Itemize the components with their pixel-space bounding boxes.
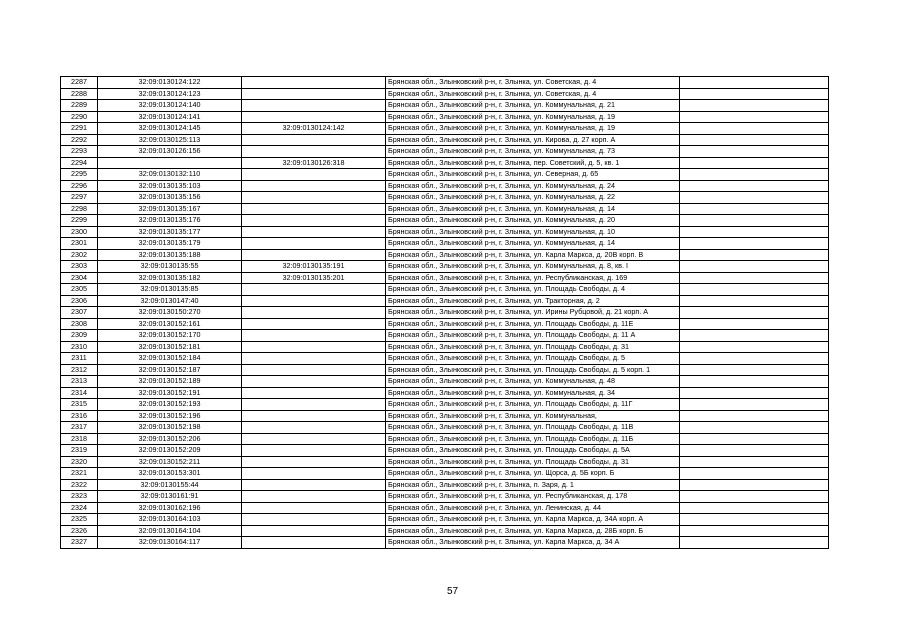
address-cell: Брянская обл., Злынковский р-н, г. Злынка, ул. Площадь Свободы, д. 4 — [386, 284, 680, 296]
empty-cell — [680, 514, 829, 526]
empty-cell — [680, 341, 829, 353]
table-row — [61, 226, 829, 238]
previous-cadastral-number-cell — [242, 445, 386, 457]
address-cell: Брянская обл., Злынковский р-н, г. Злынка, ул. Ирины Рубцовой, д. 21 корп. А — [386, 307, 680, 319]
previous-cadastral-number-cell — [242, 502, 386, 514]
table-row — [61, 134, 829, 146]
table-row — [61, 238, 829, 250]
cadastral-number-cell: 32:09:0130164:103 — [98, 514, 242, 526]
table-row — [61, 318, 829, 330]
row-number-cell: 2323 — [61, 491, 98, 503]
cadastral-number-cell: 32:09:0130152:206 — [98, 433, 242, 445]
row-number-cell: 2293 — [61, 146, 98, 158]
address-cell: Брянская обл., Злынковский р-н, г. Злынка, ул. Коммунальная, д. 19 — [386, 111, 680, 123]
row-number-cell: 2296 — [61, 180, 98, 192]
address-cell: Брянская обл., Злынковский р-н, г. Злынка, ул. Площадь Свободы, д. 11В — [386, 422, 680, 434]
empty-cell — [680, 364, 829, 376]
cadastral-number-cell: 32:09:0130135:103 — [98, 180, 242, 192]
address-cell: Брянская обл., Злынковский р-н, г. Злынка, пер. Советский, д. 5, кв. 1 — [386, 157, 680, 169]
row-number-cell: 2289 — [61, 100, 98, 112]
row-number-cell: 2304 — [61, 272, 98, 284]
table-row — [61, 387, 829, 399]
address-cell: Брянская обл., Злынковский р-н, г. Злынка, ул. Карла Маркса, д. 20В корп. В — [386, 249, 680, 261]
table-row — [61, 284, 829, 296]
previous-cadastral-number-cell — [242, 491, 386, 503]
table-row — [61, 77, 829, 89]
table-row — [61, 180, 829, 192]
empty-cell — [680, 318, 829, 330]
table-row — [61, 364, 829, 376]
cadastral-number-cell: 32:09:0130135:179 — [98, 238, 242, 250]
empty-cell — [680, 445, 829, 457]
empty-cell — [680, 353, 829, 365]
empty-cell — [680, 238, 829, 250]
empty-cell — [680, 376, 829, 388]
empty-cell — [680, 77, 829, 89]
row-number-cell: 2312 — [61, 364, 98, 376]
previous-cadastral-number-cell — [242, 364, 386, 376]
row-number-cell: 2310 — [61, 341, 98, 353]
row-number-cell: 2307 — [61, 307, 98, 319]
table-row — [61, 146, 829, 158]
address-cell: Брянская обл., Злынковский р-н, г. Злынка, ул. Кирова, д. 27 корп. А — [386, 134, 680, 146]
previous-cadastral-number-cell — [242, 422, 386, 434]
cadastral-number-cell: 32:09:0130135:55 — [98, 261, 242, 273]
empty-cell — [680, 180, 829, 192]
empty-cell — [680, 249, 829, 261]
cadastral-number-cell: 32:09:0130124:140 — [98, 100, 242, 112]
address-cell: Брянская обл., Злынковский р-н, г. Злынка, ул. Коммунальная, д. 19 — [386, 123, 680, 135]
previous-cadastral-number-cell — [242, 410, 386, 422]
empty-cell — [680, 433, 829, 445]
empty-cell — [680, 422, 829, 434]
table-row — [61, 261, 829, 273]
cadastral-number-cell: 32:09:0130152:193 — [98, 399, 242, 411]
cadastral-number-cell: 32:09:0130152:161 — [98, 318, 242, 330]
cadastral-number-cell: 32:09:0130161:91 — [98, 491, 242, 503]
cadastral-number-cell: 32:09:0130124:141 — [98, 111, 242, 123]
table-row — [61, 456, 829, 468]
previous-cadastral-number-cell — [242, 295, 386, 307]
row-number-cell: 2300 — [61, 226, 98, 238]
row-number-cell: 2320 — [61, 456, 98, 468]
table-row — [61, 341, 829, 353]
cadastral-number-cell: 32:09:0130135:188 — [98, 249, 242, 261]
address-cell: Брянская обл., Злынковский р-н, г. Злынка, ул. Карла Маркса, д. 34А корп. А — [386, 514, 680, 526]
cadastral-number-cell: 32:09:0130147:40 — [98, 295, 242, 307]
table-row — [61, 295, 829, 307]
previous-cadastral-number-cell — [242, 146, 386, 158]
row-number-cell: 2319 — [61, 445, 98, 457]
cadastral-number-cell: 32:09:0130152:198 — [98, 422, 242, 434]
empty-cell — [680, 215, 829, 227]
cadastral-number-cell: 32:09:0130132:110 — [98, 169, 242, 181]
empty-cell — [680, 169, 829, 181]
address-cell: Брянская обл., Злынковский р-н, г. Злынка, ул. Карла Маркса, д. 28Б корп. Б — [386, 525, 680, 537]
table-row — [61, 88, 829, 100]
table-row — [61, 353, 829, 365]
cadastral-number-cell: 32:09:0130135:156 — [98, 192, 242, 204]
empty-cell — [680, 226, 829, 238]
table-row — [61, 376, 829, 388]
previous-cadastral-number-cell: 32:09:0130124:142 — [242, 123, 386, 135]
previous-cadastral-number-cell — [242, 111, 386, 123]
row-number-cell: 2326 — [61, 525, 98, 537]
table-row — [61, 215, 829, 227]
cadastral-number-cell: 32:09:0130124:123 — [98, 88, 242, 100]
empty-cell — [680, 468, 829, 480]
previous-cadastral-number-cell: 32:09:0130126:318 — [242, 157, 386, 169]
row-number-cell: 2303 — [61, 261, 98, 273]
cadastral-number-cell: 32:09:0130152:191 — [98, 387, 242, 399]
row-number-cell: 2318 — [61, 433, 98, 445]
table-row — [61, 445, 829, 457]
row-number-cell: 2290 — [61, 111, 98, 123]
page-number: 57 — [446, 586, 459, 597]
empty-cell — [680, 88, 829, 100]
table-row — [61, 157, 829, 169]
row-number-cell: 2287 — [61, 77, 98, 89]
previous-cadastral-number-cell — [242, 249, 386, 261]
address-cell: Брянская обл., Злынковский р-н, г. Злынка, ул. Тракторная, д. 2 — [386, 295, 680, 307]
row-number-cell: 2315 — [61, 399, 98, 411]
empty-cell — [680, 387, 829, 399]
address-cell: Брянская обл., Злынковский р-н, г. Злынка, ул. Площадь Свободы, д. 5 корп. 1 — [386, 364, 680, 376]
address-cell: Брянская обл., Злынковский р-н, г. Злынка, ул. Коммунальная, д. 21 — [386, 100, 680, 112]
table-row — [61, 514, 829, 526]
address-cell: Брянская обл., Злынковский р-н, г. Злынка, ул. Площадь Свободы, д. 11Е — [386, 318, 680, 330]
empty-cell — [680, 100, 829, 112]
address-cell: Брянская обл., Злынковский р-н, г. Злынка, ул. Площадь Свободы, д. 31 — [386, 341, 680, 353]
address-cell: Брянская обл., Злынковский р-н, г. Злынка, ул. Коммунальная, д. 20 — [386, 215, 680, 227]
cadastral-number-cell: 32:09:0130164:104 — [98, 525, 242, 537]
address-cell: Брянская обл., Злынковский р-н, г. Злынка, ул. Республиканская, д. 169 — [386, 272, 680, 284]
cadastral-number-cell: 32:09:0130125:113 — [98, 134, 242, 146]
table-row — [61, 203, 829, 215]
row-number-cell: 2309 — [61, 330, 98, 342]
empty-cell — [680, 111, 829, 123]
address-cell: Брянская обл., Злынковский р-н, г. Злынка, ул. Республиканская, д. 178 — [386, 491, 680, 503]
previous-cadastral-number-cell — [242, 318, 386, 330]
address-cell: Брянская обл., Злынковский р-н, г. Злынка, ул. Советская, д. 4 — [386, 77, 680, 89]
address-cell: Брянская обл., Злынковский р-н, г. Злынка, п. Заря, д. 1 — [386, 479, 680, 491]
address-cell: Брянская обл., Злынковский р-н, г. Злынка, ул. Коммунальная, д. 34 — [386, 387, 680, 399]
row-number-cell: 2313 — [61, 376, 98, 388]
table-row — [61, 123, 829, 135]
row-number-cell: 2305 — [61, 284, 98, 296]
address-cell: Брянская обл., Злынковский р-н, г. Злынка, ул. Коммунальная, д. 73 — [386, 146, 680, 158]
address-cell: Брянская обл., Злынковский р-н, г. Злынка, ул. Коммунальная, д. 22 — [386, 192, 680, 204]
previous-cadastral-number-cell — [242, 134, 386, 146]
empty-cell — [680, 479, 829, 491]
address-cell: Брянская обл., Злынковский р-н, г. Злынка, ул. Коммунальная, д. 10 — [386, 226, 680, 238]
previous-cadastral-number-cell — [242, 376, 386, 388]
address-cell: Брянская обл., Злынковский р-н, г. Злынка, ул. Коммунальная, д. 14 — [386, 238, 680, 250]
row-number-cell: 2306 — [61, 295, 98, 307]
previous-cadastral-number-cell — [242, 203, 386, 215]
previous-cadastral-number-cell — [242, 169, 386, 181]
empty-cell — [680, 537, 829, 549]
table-row — [61, 491, 829, 503]
cadastral-number-cell: 32:09:0130135:176 — [98, 215, 242, 227]
empty-cell — [680, 261, 829, 273]
empty-cell — [680, 399, 829, 411]
empty-cell — [680, 525, 829, 537]
previous-cadastral-number-cell — [242, 479, 386, 491]
table-row — [61, 502, 829, 514]
row-number-cell: 2317 — [61, 422, 98, 434]
address-cell: Брянская обл., Злынковский р-н, г. Злынка, ул. Площадь Свободы, д. 31 — [386, 456, 680, 468]
previous-cadastral-number-cell — [242, 238, 386, 250]
address-cell: Брянская обл., Злынковский р-н, г. Злынка, ул. Коммунальная, д. 24 — [386, 180, 680, 192]
row-number-cell: 2297 — [61, 192, 98, 204]
table-row — [61, 192, 829, 204]
previous-cadastral-number-cell — [242, 307, 386, 319]
address-cell: Брянская обл., Злынковский р-н, г. Злынка, ул. Северная, д. 65 — [386, 169, 680, 181]
address-cell: Брянская обл., Злынковский р-н, г. Злынка, ул. Советская, д. 4 — [386, 88, 680, 100]
empty-cell — [680, 307, 829, 319]
cadastral-number-cell: 32:09:0130124:122 — [98, 77, 242, 89]
table-row — [61, 525, 829, 537]
cadastral-number-cell: 32:09:0130135:177 — [98, 226, 242, 238]
address-cell: Брянская обл., Злынковский р-н, г. Злынка, ул. Площадь Свободы, д. 5 — [386, 353, 680, 365]
cadastral-number-cell: 32:09:0130135:182 — [98, 272, 242, 284]
table-row — [61, 272, 829, 284]
address-cell: Брянская обл., Злынковский р-н, г. Злынка, ул. Щорса, д. 5Б корп. Б — [386, 468, 680, 480]
row-number-cell: 2308 — [61, 318, 98, 330]
previous-cadastral-number-cell — [242, 525, 386, 537]
previous-cadastral-number-cell — [242, 180, 386, 192]
previous-cadastral-number-cell — [242, 514, 386, 526]
table-row — [61, 410, 829, 422]
previous-cadastral-number-cell — [242, 433, 386, 445]
table-row — [61, 537, 829, 549]
address-cell: Брянская обл., Злынковский р-н, г. Злынка, ул. Карла Маркса, д. 34 А — [386, 537, 680, 549]
cadastral-number-cell: 32:09:0130126:156 — [98, 146, 242, 158]
previous-cadastral-number-cell — [242, 399, 386, 411]
registry-table-body — [61, 77, 829, 549]
empty-cell — [680, 330, 829, 342]
row-number-cell: 2299 — [61, 215, 98, 227]
previous-cadastral-number-cell — [242, 537, 386, 549]
cadastral-number-cell — [98, 157, 242, 169]
row-number-cell: 2327 — [61, 537, 98, 549]
address-cell: Брянская обл., Злынковский р-н, г. Злынка, ул. Коммунальная, д. 8, кв. I — [386, 261, 680, 273]
row-number-cell: 2322 — [61, 479, 98, 491]
row-number-cell: 2295 — [61, 169, 98, 181]
empty-cell — [680, 134, 829, 146]
address-cell: Брянская обл., Злынковский р-н, г. Злынка, ул. Площадь Свободы, д. 11 А — [386, 330, 680, 342]
row-number-cell: 2294 — [61, 157, 98, 169]
previous-cadastral-number-cell — [242, 456, 386, 468]
address-cell: Брянская обл., Злынковский р-н, г. Злынка, ул. Площадь Свободы, д. 11Г — [386, 399, 680, 411]
cadastral-number-cell: 32:09:0130152:187 — [98, 364, 242, 376]
previous-cadastral-number-cell — [242, 387, 386, 399]
address-cell: Брянская обл., Злынковский р-н, г. Злынка, ул. Ленинская, д. 44 — [386, 502, 680, 514]
empty-cell — [680, 157, 829, 169]
address-cell: Брянская обл., Злынковский р-н, г. Злынка, ул. Коммунальная, — [386, 410, 680, 422]
table-row — [61, 479, 829, 491]
row-number-cell: 2288 — [61, 88, 98, 100]
empty-cell — [680, 203, 829, 215]
row-number-cell: 2325 — [61, 514, 98, 526]
previous-cadastral-number-cell: 32:09:0130135:201 — [242, 272, 386, 284]
row-number-cell: 2301 — [61, 238, 98, 250]
empty-cell — [680, 410, 829, 422]
cadastral-number-cell: 32:09:0130124:145 — [98, 123, 242, 135]
cadastral-number-cell: 32:09:0130152:196 — [98, 410, 242, 422]
address-cell: Брянская обл., Злынковский р-н, г. Злынка, ул. Площадь Свободы, д. 11Б — [386, 433, 680, 445]
empty-cell — [680, 456, 829, 468]
registry-table — [60, 76, 829, 549]
address-cell: Брянская обл., Злынковский р-н, г. Злынка, ул. Коммунальная, д. 48 — [386, 376, 680, 388]
address-cell: Брянская обл., Злынковский р-н, г. Злынка, ул. Площадь Свободы, д. 5А — [386, 445, 680, 457]
previous-cadastral-number-cell — [242, 226, 386, 238]
cadastral-number-cell: 32:09:0130153:301 — [98, 468, 242, 480]
row-number-cell: 2291 — [61, 123, 98, 135]
cadastral-number-cell: 32:09:0130152:189 — [98, 376, 242, 388]
cadastral-number-cell: 32:09:0130155:44 — [98, 479, 242, 491]
previous-cadastral-number-cell — [242, 330, 386, 342]
cadastral-number-cell: 32:09:0130162:196 — [98, 502, 242, 514]
previous-cadastral-number-cell — [242, 215, 386, 227]
cadastral-number-cell: 32:09:0130164:117 — [98, 537, 242, 549]
cadastral-number-cell: 32:09:0130135:167 — [98, 203, 242, 215]
previous-cadastral-number-cell — [242, 88, 386, 100]
previous-cadastral-number-cell — [242, 284, 386, 296]
table-row — [61, 169, 829, 181]
row-number-cell: 2316 — [61, 410, 98, 422]
previous-cadastral-number-cell — [242, 192, 386, 204]
table-row — [61, 100, 829, 112]
row-number-cell: 2298 — [61, 203, 98, 215]
table-row — [61, 330, 829, 342]
cadastral-number-cell: 32:09:0130152:181 — [98, 341, 242, 353]
row-number-cell: 2292 — [61, 134, 98, 146]
empty-cell — [680, 146, 829, 158]
previous-cadastral-number-cell — [242, 341, 386, 353]
empty-cell — [680, 502, 829, 514]
previous-cadastral-number-cell — [242, 353, 386, 365]
table-row — [61, 111, 829, 123]
cadastral-number-cell: 32:09:0130152:211 — [98, 456, 242, 468]
cadastral-number-cell: 32:09:0130152:170 — [98, 330, 242, 342]
table-row — [61, 433, 829, 445]
cadastral-number-cell: 32:09:0130150:270 — [98, 307, 242, 319]
row-number-cell: 2314 — [61, 387, 98, 399]
table-row — [61, 422, 829, 434]
cadastral-number-cell: 32:09:0130135:85 — [98, 284, 242, 296]
row-number-cell: 2311 — [61, 353, 98, 365]
cadastral-number-cell: 32:09:0130152:209 — [98, 445, 242, 457]
empty-cell — [680, 284, 829, 296]
row-number-cell: 2321 — [61, 468, 98, 480]
previous-cadastral-number-cell — [242, 100, 386, 112]
row-number-cell: 2302 — [61, 249, 98, 261]
table-row — [61, 249, 829, 261]
empty-cell — [680, 491, 829, 503]
empty-cell — [680, 192, 829, 204]
previous-cadastral-number-cell — [242, 468, 386, 480]
previous-cadastral-number-cell — [242, 77, 386, 89]
cadastral-number-cell: 32:09:0130152:184 — [98, 353, 242, 365]
table-row — [61, 307, 829, 319]
table-row — [61, 468, 829, 480]
address-cell: Брянская обл., Злынковский р-н, г. Злынка, ул. Коммунальная, д. 14 — [386, 203, 680, 215]
empty-cell — [680, 272, 829, 284]
empty-cell — [680, 295, 829, 307]
table-row — [61, 399, 829, 411]
empty-cell — [680, 123, 829, 135]
row-number-cell: 2324 — [61, 502, 98, 514]
previous-cadastral-number-cell: 32:09:0130135:191 — [242, 261, 386, 273]
